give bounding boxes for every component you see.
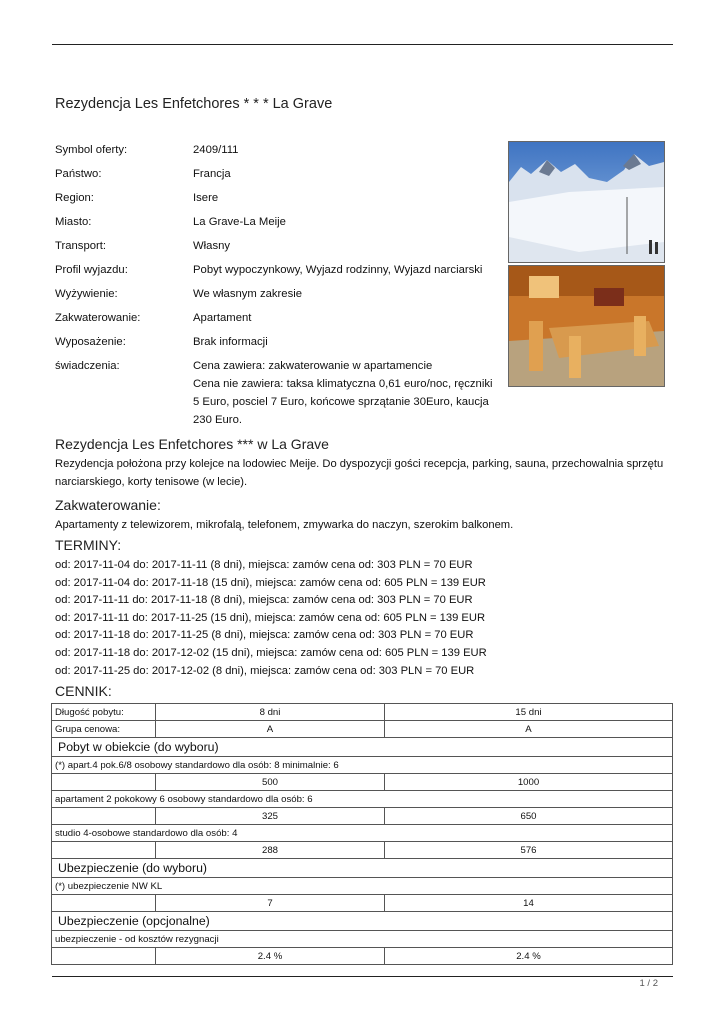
term-item: od: 2017-11-18 do: 2017-11-25 (8 dni), miejsca: zamów cena od: 303 PLN = 70 EUR: [55, 629, 474, 642]
offer-info: [55, 141, 495, 435]
info-row: [55, 261, 495, 279]
accommodation-text: Apartamenty z telewizorem, mikrofalą, telefonem, zmywarka do naczyn, szerokim balkonem.: [55, 519, 514, 531]
duration-cell: 15 dni: [385, 704, 673, 721]
info-value: Apartament: [193, 312, 252, 324]
info-value: Brak informacji: [193, 336, 268, 348]
terms-section: [55, 537, 680, 680]
price-cell: 1000: [385, 774, 673, 791]
info-row: [55, 285, 495, 303]
duration-label: Długość pobytu:: [52, 704, 156, 721]
table-row: [52, 757, 673, 774]
price-cell: 325: [156, 808, 385, 825]
pricing-table: [51, 703, 673, 965]
term-item: od: 2017-11-11 do: 2017-11-25 (15 dni), miejsca: zamów cena od: 605 PLN = 139 EUR: [55, 611, 486, 624]
empty-cell: [52, 842, 156, 859]
info-label: Transport:: [55, 240, 107, 252]
price-cell: 2.4 %: [385, 948, 673, 965]
terms-heading: TERMINY:: [55, 537, 122, 553]
footer-rule: [52, 976, 673, 977]
price-cell: 500: [156, 774, 385, 791]
term-item: od: 2017-11-11 do: 2017-11-18 (8 dni), miejsca: zamów cena od: 303 PLN = 70 EUR: [55, 594, 473, 607]
optional-heading: Ubezpieczenie (opcjonalne): [52, 912, 673, 931]
mountain-photo: [508, 141, 665, 263]
info-label: Zakwaterowanie:: [55, 312, 141, 324]
table-row: [52, 791, 673, 808]
group-cell: A: [156, 721, 385, 738]
info-label: Symbol oferty:: [55, 144, 128, 156]
description-text: Rezydencja położona przy kolejce na lodowiec Meije. Do dyspozycji gości recepcja, parking, sauna, przechowalnia sprzętu narciarskiego, korty tenisowe (w lecie).: [55, 458, 664, 488]
duration-cell: 8 dni: [156, 704, 385, 721]
info-value: La Grave-La Meije: [193, 216, 286, 228]
pricing-heading: CENNIK:: [55, 683, 112, 699]
stay-heading: Pobyt w obiekcie (do wyboru): [52, 738, 673, 757]
description-section: [55, 436, 680, 491]
header-rule: [52, 44, 673, 45]
insurance-heading: Ubezpieczenie (do wyboru): [52, 859, 673, 878]
table-row: [52, 895, 673, 912]
info-label: Wyposażenie:: [55, 336, 126, 348]
table-row: [52, 878, 673, 895]
price-cell: 576: [385, 842, 673, 859]
term-item: od: 2017-11-18 do: 2017-12-02 (15 dni), miejsca: zamów cena od: 605 PLN = 139 EUR: [55, 646, 487, 659]
table-row: [52, 721, 673, 738]
empty-cell: [52, 808, 156, 825]
info-label: świadczenia:: [55, 360, 120, 372]
info-row: [55, 165, 495, 183]
table-row: [52, 825, 673, 842]
info-value: Pobyt wypoczynkowy, Wyjazd rodzinny, Wyjazd narciarski: [193, 264, 483, 276]
info-label: Państwo:: [55, 168, 102, 180]
accommodation-heading: Zakwaterowanie:: [55, 497, 161, 513]
table-row: [52, 948, 673, 965]
table-row: [52, 931, 673, 948]
info-row: [55, 141, 495, 159]
stay-name: studio 4-osobowe standardowo dla osób: 4: [52, 825, 673, 842]
description-heading: Rezydencja Les Enfetchores *** w La Grave: [55, 436, 329, 452]
info-value: Isere: [193, 192, 219, 204]
info-row: [55, 237, 495, 255]
price-cell: 288: [156, 842, 385, 859]
info-value: 2409/111: [193, 144, 239, 156]
table-row: [52, 808, 673, 825]
info-value: Francja: [193, 168, 231, 180]
term-item: od: 2017-11-04 do: 2017-11-11 (8 dni), miejsca: zamów cena od: 303 PLN = 70 EUR: [55, 559, 473, 571]
info-row: [55, 309, 495, 327]
terms-list: [55, 557, 680, 680]
interior-photo: [508, 265, 665, 387]
empty-cell: [52, 774, 156, 791]
price-cell: 650: [385, 808, 673, 825]
empty-cell: [52, 895, 156, 912]
group-label: Grupa cenowa:: [52, 721, 156, 738]
table-row: [52, 774, 673, 791]
optional-name: ubezpieczenie - od kosztów rezygnacji: [52, 931, 673, 948]
info-value: We własnym zakresie: [193, 288, 303, 300]
accommodation-section: [55, 497, 680, 534]
term-item: od: 2017-11-25 do: 2017-12-02 (8 dni), miejsca: zamów cena od: 303 PLN = 70 EUR: [55, 664, 475, 677]
info-row: [55, 357, 495, 429]
table-row: [52, 912, 673, 931]
table-row: [52, 859, 673, 878]
group-cell: A: [385, 721, 673, 738]
info-row: [55, 189, 495, 207]
info-label: Wyżywienie:: [55, 288, 118, 300]
stay-name: (*) apart.4 pok.6/8 osobowy standardowo dla osób: 8 minimalnie: 6: [52, 757, 673, 774]
page-number: 1 / 2: [639, 978, 658, 989]
term-item: od: 2017-11-04 do: 2017-11-18 (15 dni), miejsca: zamów cena od: 605 PLN = 139 EUR: [55, 576, 486, 589]
info-label: Region:: [55, 192, 94, 204]
empty-cell: [52, 948, 156, 965]
info-value: [193, 357, 495, 429]
excluded-text: Cena nie zawiera: taksa klimatyczna 0,61 euro/noc, ręczniki 5 Euro, posciel 7 Euro, końcowe sprzątanie 30Euro, kaucja 230 Euro.: [193, 378, 493, 426]
pricing-section: [55, 683, 680, 699]
info-row: [55, 333, 495, 351]
table-row: [52, 738, 673, 757]
info-row: [55, 213, 495, 231]
info-label: Profil wyjazdu:: [55, 264, 128, 276]
table-row: [52, 842, 673, 859]
page-title: Rezydencja Les Enfetchores * * * La Grave: [55, 96, 333, 112]
info-value: Własny: [193, 240, 231, 252]
price-cell: 14: [385, 895, 673, 912]
included-text: Cena zawiera: zakwaterowanie w apartamencie: [193, 360, 433, 372]
insurance-name: (*) ubezpieczenie NW KL: [52, 878, 673, 895]
stay-name: apartament 2 pokokowy 6 osobowy standardowo dla osób: 6: [52, 791, 673, 808]
info-label: Miasto:: [55, 216, 92, 228]
table-row: [52, 704, 673, 721]
price-cell: 2.4 %: [156, 948, 385, 965]
price-cell: 7: [156, 895, 385, 912]
